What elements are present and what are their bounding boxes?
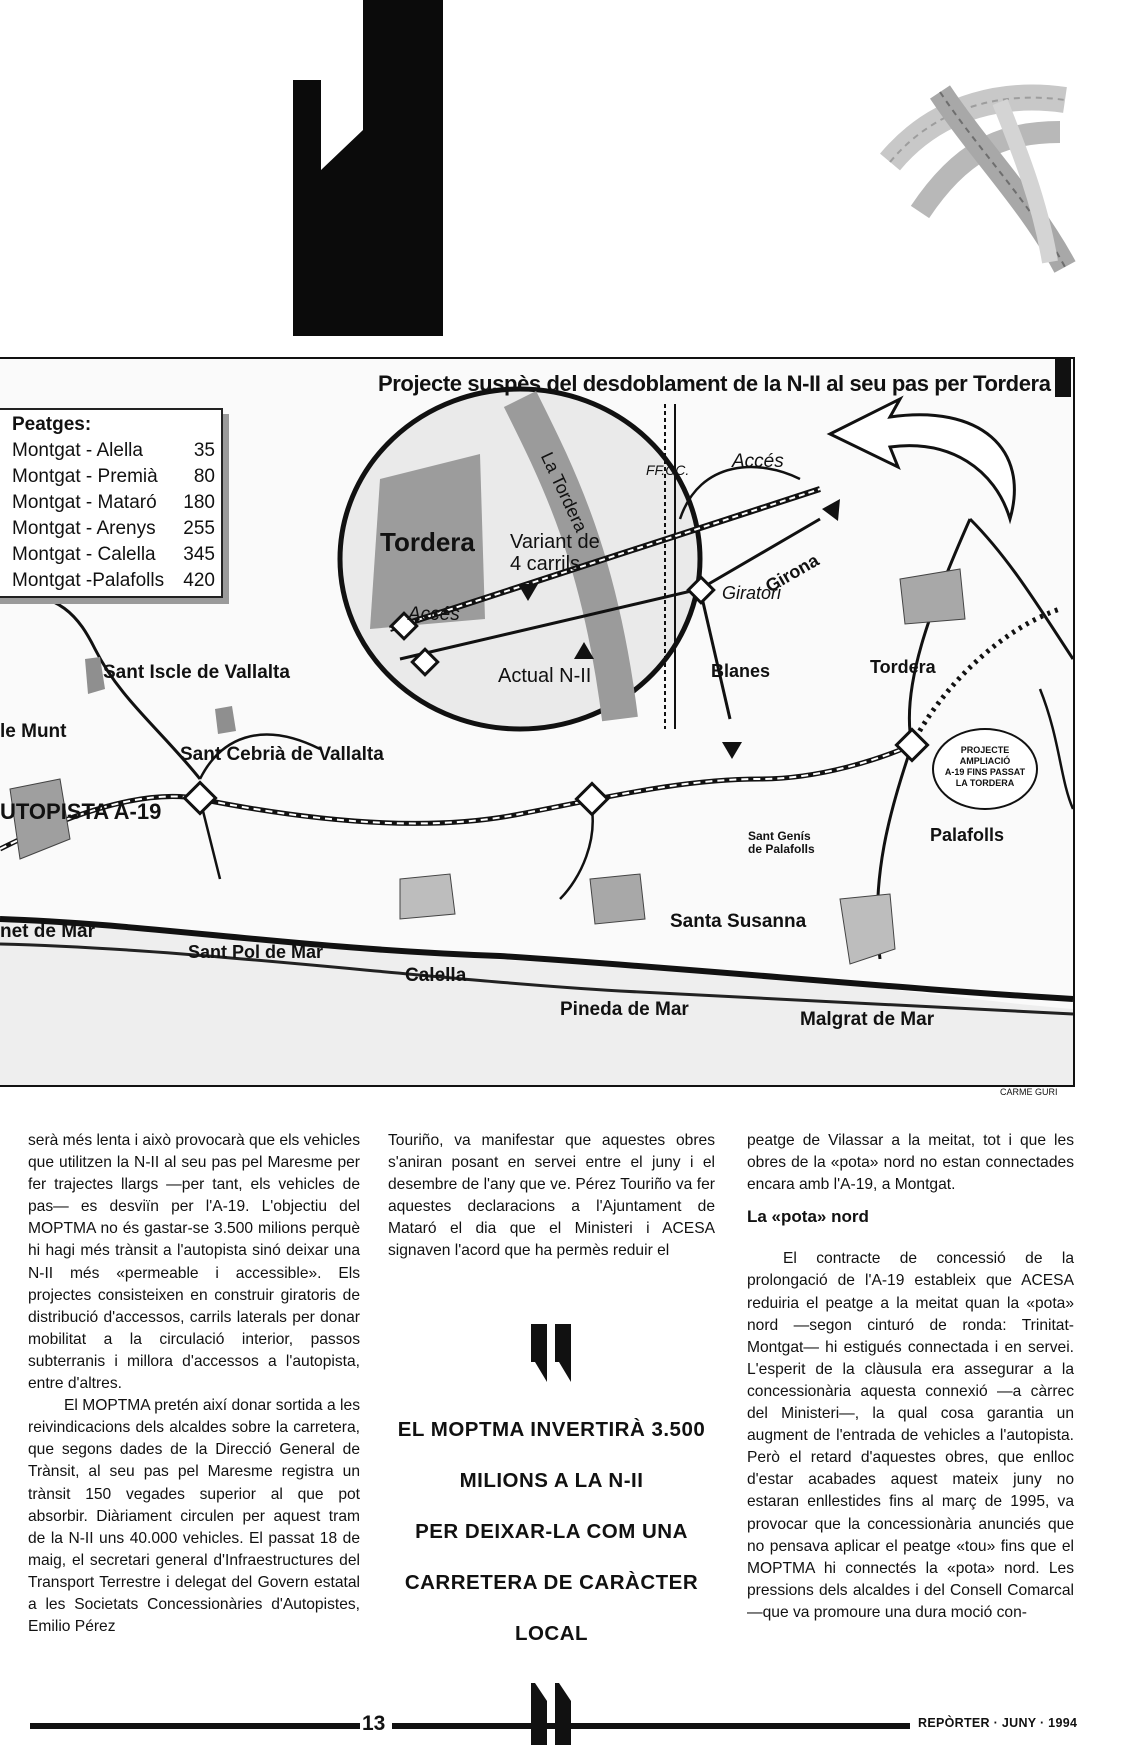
place-autopista: UTOPISTA A-19 xyxy=(0,799,162,824)
article-paragraph: serà més lenta i això provocarà que els vehicles que utilitzen la N-II al seu pas pel Maresme per fer trajectes llargs —per tant, els vehicles de pas— es desviïn per l'A-19. L'objectiu del MOPTMA no és gastar-se 3.500 milions perquè hi hagi més trànsit a l'autopista sinó deixar una N-II més «permeable i accessible». Els projectes consisteixen en construir giratoris de distribució d'accessos, carrils laterals per donar mobilitat a la circulació interior, passos subterranis i millora d'accessos a l'autopista, entre d'altres. xyxy=(28,1132,360,1393)
inset-girona-label: Girona xyxy=(762,549,823,597)
article-paragraph: Touriño, va manifestar que aquestes obres s'aniran posant en servei entre el juny i el desembre de l'any que ve. Pérez Touriño va fer aquestes declaracions a l'Ajuntament de Mataró el dia que el Ministeri i ACESA signaven l'acord que ha permès reduir el xyxy=(388,1132,715,1260)
inset-river-label: La Tordera xyxy=(536,449,592,536)
place-palafolls: Palafolls xyxy=(930,825,1005,845)
highway-interchange-illustration xyxy=(880,92,1070,272)
page-number: 13 xyxy=(362,1712,386,1735)
map-title: Projecte suspès del desdoblament de la N-II al seu pas per Tordera xyxy=(378,371,1051,396)
open-quote-icon xyxy=(388,1318,715,1384)
place-tordera: Tordera xyxy=(870,657,936,677)
section-heading: La «pota» nord xyxy=(747,1207,869,1227)
section-mark-logo xyxy=(293,0,443,336)
place-sant-iscle: Sant Iscle de Vallalta xyxy=(103,662,290,683)
title-marker xyxy=(1055,359,1071,397)
toll-price: 420 xyxy=(183,570,215,591)
pull-quote-line: EL MOPTMA INVERTIRÀ 3.500 xyxy=(397,1418,706,1441)
article-paragraph: peatge de Vilassar a la meitat, tot i que les obres de la «pota» nord no estan connectades encara amb l'A-19, a Montgat. xyxy=(747,1132,1074,1194)
map-credit: CARME GURI xyxy=(1000,1087,1058,1097)
place-munt: le Munt xyxy=(0,721,67,742)
pull-quote-line: CARRETERA DE CARÀCTER LOCAL xyxy=(404,1571,699,1645)
toll-route: Montgat - Alella xyxy=(12,440,143,461)
close-quote-icon xyxy=(388,1679,715,1749)
footer-rule-left xyxy=(30,1723,360,1729)
toll-route: Montgat -Palafolls xyxy=(12,570,165,591)
toll-price: 345 xyxy=(183,544,215,565)
toll-table xyxy=(0,408,223,598)
toll-row xyxy=(0,490,221,516)
place-sant-genis: Sant Genís de Palafolls xyxy=(748,829,815,856)
toll-price: 35 xyxy=(193,440,215,461)
toll-price: 180 xyxy=(183,492,215,513)
inset-acces-left-label: Accés xyxy=(408,604,460,625)
pull-quote xyxy=(388,1318,715,1749)
footer-rule-right xyxy=(392,1723,910,1729)
pull-quote-line: MILIONS A LA N-II xyxy=(459,1469,644,1492)
toll-row xyxy=(0,438,221,464)
place-canet: net de Mar xyxy=(0,921,96,942)
toll-table-title: Peatges: xyxy=(12,414,92,435)
inset-tordera-label: Tordera xyxy=(380,527,475,557)
inset-ffcc-label: FF.CC. xyxy=(646,462,690,478)
magazine-footer: REPÒRTER · JUNY · 1994 xyxy=(918,1716,1078,1730)
toll-row xyxy=(0,542,221,568)
place-sant-cebria: Sant Cebrià de Vallalta xyxy=(180,744,384,765)
inset-giratori-label: Giratori xyxy=(722,583,782,603)
place-sant-pol: Sant Pol de Mar xyxy=(188,942,324,962)
article-column-1 xyxy=(28,1130,360,1638)
place-calella: Calella xyxy=(405,965,467,986)
inset-actual-label: Actual N-II xyxy=(498,665,592,687)
inset-blanes-label: Blanes xyxy=(711,661,771,681)
toll-price: 255 xyxy=(183,518,215,539)
place-malgrat: Malgrat de Mar xyxy=(800,1009,935,1030)
article-paragraph: El contracte de concessió de la prolongació de l'A-19 estableix que ACESA reduiria el peatge a la meitat quan la «pota» nord —segon cinturó de ronda: Trinitat-Montgat— hi estigués connectada i en servei. L'esperit de la clàusula era assegurar a la concessionària aquesta connexió —a càrrec del Ministeri—, la qual cosa garantia un augment de l'entrada de vehicles a l'autopista. Però el retard d'aquestes obres, que enlloc d'estar acabades aquest mateix juny no estaran enllestides fins al març de 1995, va provocar que la concessionària anunciés que no pensava aplicar el peatge «tou» fins que el MOPTMA hi connectés la «pota» nord. Les pressions dels alcaldes i del Consell Comarcal —que va promoure una dura moció con- xyxy=(747,1250,1074,1621)
toll-row xyxy=(0,516,221,542)
inset-variant-label: Variant de 4 carrils xyxy=(510,531,600,575)
toll-row xyxy=(0,464,221,490)
toll-route: Montgat - Mataró xyxy=(12,492,157,513)
toll-route: Montgat - Arenys xyxy=(12,518,156,539)
toll-route: Montgat - Calella xyxy=(12,544,156,565)
pull-quote-line: PER DEIXAR-LA COM UNA xyxy=(415,1520,688,1543)
article-column-3 xyxy=(747,1130,1074,1624)
place-pineda: Pineda de Mar xyxy=(560,999,689,1020)
toll-row xyxy=(0,568,221,594)
article-column-2 xyxy=(388,1130,715,1263)
place-santa-susanna: Santa Susanna xyxy=(670,911,807,932)
inset-acces-top-label: Accés xyxy=(732,451,784,472)
toll-price: 80 xyxy=(193,466,215,487)
toll-route: Montgat - Premià xyxy=(12,466,158,487)
article-paragraph: El MOPTMA pretén així donar sortida a les reivindicacions dels alcaldes sobre la carretera, que segons dades de la Direcció General de Trànsit, al seu pas pel Maresme registra un trànsit 150 vegades superior al que pot absorbir. Diàriament circulen per aquest tram de la N-II uns 40.000 vehicles. El passat 18 de maig, el secretari general d'Infraestructures del Transport Terrestre i delegat del Govern estatal a les Societats Concessionàries d'Autopistes, Emilio Pérez xyxy=(28,1397,360,1636)
projecte-badge: PROJECTE AMPLIACIÓ A-19 FINS PASSAT LA TORDERA xyxy=(944,745,1026,788)
